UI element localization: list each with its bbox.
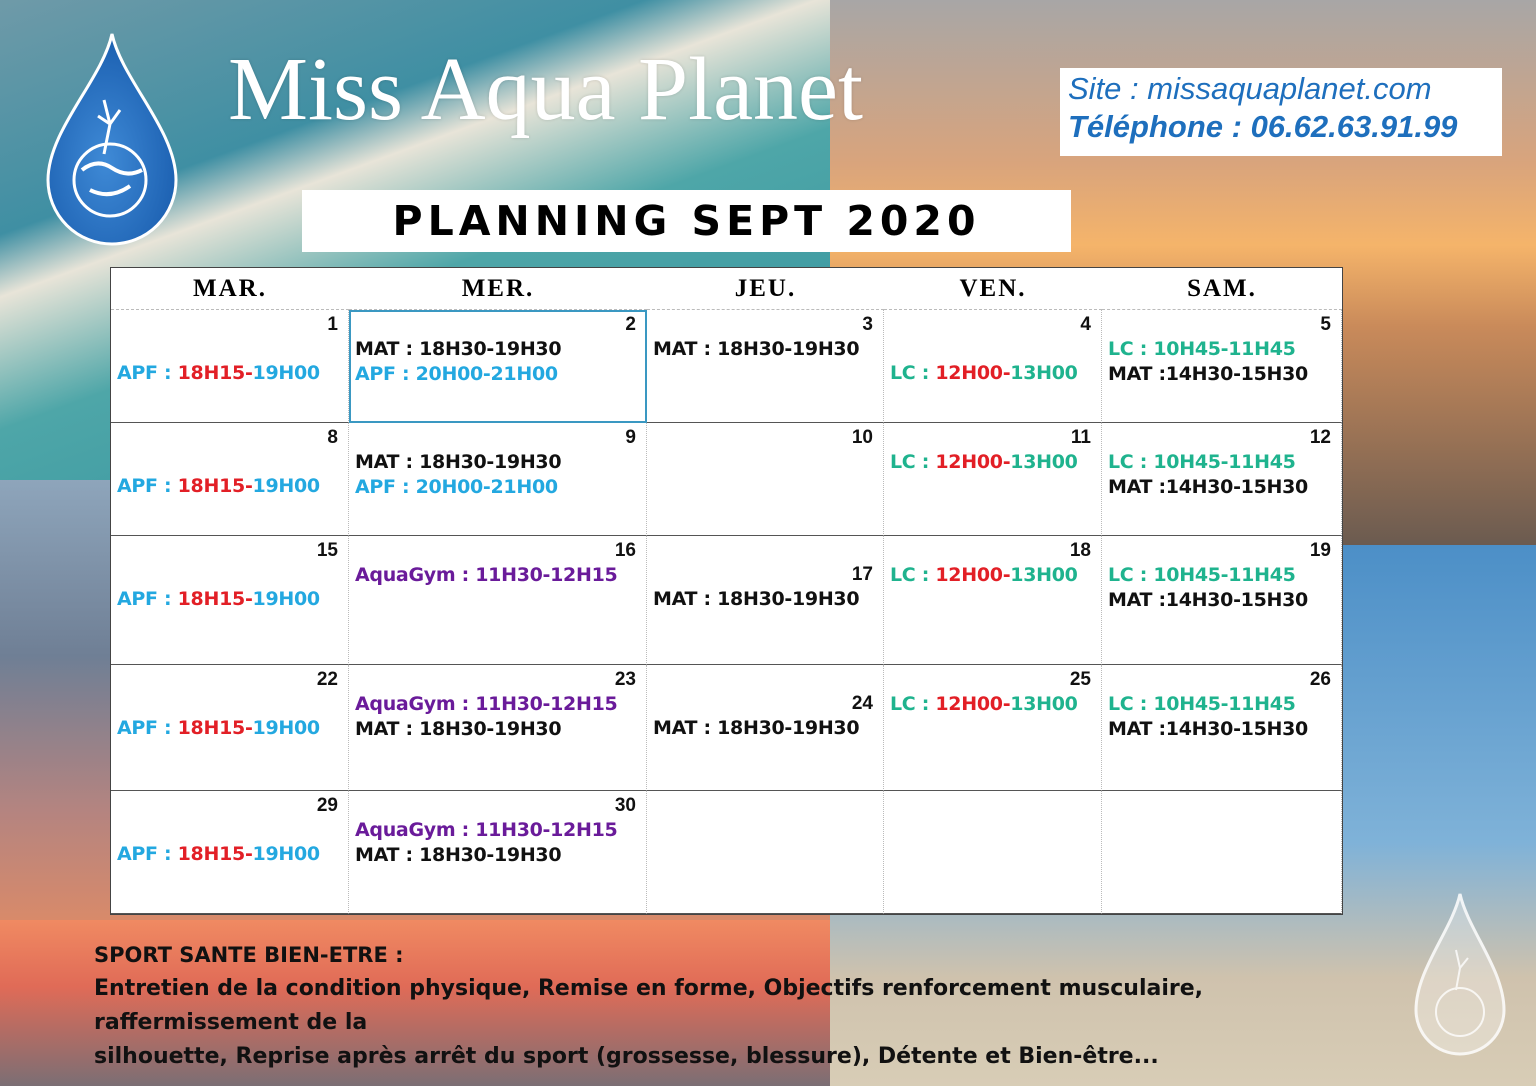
entry-label: APF : [117,475,178,497]
day-cell[interactable] [884,791,1102,914]
entry-label: LC : [890,693,936,715]
entry-t2: 13H00 [1010,451,1078,473]
day-number: 18 [1069,540,1091,561]
schedule-entry-mat: MAT : 18H30-19H30 [355,844,562,866]
contact-box [1060,68,1502,156]
entry-t1: 18H15 [177,362,245,384]
day-number: 26 [1309,669,1331,690]
entry-t1: 18H15 [177,717,245,739]
day-cell[interactable] [1102,536,1342,665]
entry-sep: - [244,588,253,610]
phone-number[interactable]: Téléphone : 06.62.63.91.99 [1068,109,1458,144]
entry-sep: - [1002,693,1011,715]
entry-sep: - [244,843,253,865]
entry-sep: - [244,717,253,739]
entry-sep: - [1002,362,1011,384]
day-cell[interactable] [349,536,647,665]
day-cell[interactable] [1102,423,1342,536]
footer-description [94,938,1394,1074]
day-number: 29 [316,795,338,816]
schedule-entry-lc: LC : 10H45-11H45 [1108,564,1296,586]
day-cell[interactable] [884,536,1102,665]
entry-t1: 18H15 [177,843,245,865]
day-number: 25 [1069,669,1091,690]
day-cell[interactable] [111,791,349,914]
day-cell[interactable] [1102,310,1342,423]
day-cell[interactable] [647,665,884,791]
entry-t1: 12H00 [935,564,1003,586]
entry-sep: - [244,362,253,384]
day-number: 30 [614,795,636,816]
entry-t1: 18H15 [177,588,245,610]
schedule-entry-lc [890,362,1078,384]
entry-t2: 13H00 [1010,693,1078,715]
schedule-entry-mat: MAT :14H30-15H30 [1108,476,1308,498]
entry-t2: 19H00 [252,588,320,610]
schedule-entry-lc: LC : 10H45-11H45 [1108,451,1296,473]
schedule-entry-mat: MAT :14H30-15H30 [1108,363,1308,385]
entry-t2: 19H00 [252,717,320,739]
entry-label: APF : [117,717,178,739]
day-number: 22 [316,669,338,690]
day-cell[interactable] [647,536,884,665]
day-number: 15 [316,540,338,561]
brand-title: Miss Aqua Planet [228,40,864,139]
schedule-entry-aqua: AquaGym : 11H30-12H15 [355,564,618,586]
calendar-table [110,267,1343,915]
schedule-entry-lc: LC : 10H45-11H45 [1108,338,1296,360]
site-url[interactable]: Site : missaquaplanet.com [1068,71,1432,106]
entry-sep: - [1002,451,1011,473]
column-header-2: JEU. [647,268,884,310]
day-cell[interactable] [647,310,884,423]
day-cell[interactable] [349,791,647,914]
day-cell[interactable] [647,791,884,914]
day-number: 19 [1309,540,1331,561]
day-cell[interactable] [884,310,1102,423]
day-number: 8 [327,427,338,448]
entry-label: APF : [117,843,178,865]
entry-label: LC : [890,564,936,586]
day-cell[interactable] [111,423,349,536]
column-header-3: VEN. [884,268,1102,310]
schedule-entry-aqua: AquaGym : 11H30-12H15 [355,693,618,715]
day-cell[interactable] [647,423,884,536]
water-drop-watermark-icon [1412,890,1508,1070]
column-header-1: MER. [349,268,647,310]
day-number: 23 [614,669,636,690]
entry-t2: 13H00 [1010,362,1078,384]
schedule-entry-apf [117,843,320,865]
schedule-entry-lc: LC : 10H45-11H45 [1108,693,1296,715]
calendar-grid [111,268,1342,914]
day-number: 11 [1070,427,1091,448]
day-cell[interactable] [884,665,1102,791]
schedule-entry-mat: MAT : 18H30-19H30 [355,718,562,740]
day-cell[interactable] [111,310,349,423]
schedule-entry-apf [117,717,320,739]
day-cell[interactable] [349,310,647,423]
column-header-0: MAR. [111,268,349,310]
schedule-entry-mat: MAT : 18H30-19H30 [355,451,562,473]
entry-t1: 12H00 [935,451,1003,473]
planning-title: PLANNING SEPT 2020 [302,190,1071,252]
schedule-entry-apf: APF : 20H00-21H00 [355,476,558,498]
entry-label: LC : [890,451,936,473]
entry-t2: 19H00 [252,843,320,865]
day-cell[interactable] [111,665,349,791]
schedule-entry-mat: MAT : 18H30-19H30 [653,588,860,610]
schedule-entry-lc [890,564,1078,586]
schedule-entry-mat: MAT : 18H30-19H30 [653,717,860,739]
schedule-entry-apf: APF : 20H00-21H00 [355,363,558,385]
water-drop-logo-icon [42,30,182,250]
day-cell[interactable] [1102,791,1342,914]
footer-line-1: Entretien de la condition physique, Remise en forme, Objectifs renforcement musculaire, raffermissement de la [94,976,1204,1035]
day-number: 12 [1309,427,1331,448]
day-number: 24 [851,693,873,714]
day-number: 9 [625,427,636,448]
entry-sep: - [1002,564,1011,586]
schedule-entry-mat: MAT :14H30-15H30 [1108,718,1308,740]
day-cell[interactable] [884,423,1102,536]
schedule-entry-lc [890,693,1078,715]
entry-t1: 18H15 [177,475,245,497]
schedule-entry-aqua: AquaGym : 11H30-12H15 [355,819,618,841]
schedule-entry-apf [117,588,320,610]
schedule-entry-apf [117,475,320,497]
schedule-entry-mat: MAT : 18H30-19H30 [355,338,562,360]
entry-label: APF : [117,362,178,384]
column-header-4: SAM. [1102,268,1342,310]
day-number: 2 [625,314,636,335]
day-number: 1 [327,314,338,335]
day-number: 4 [1080,314,1091,335]
day-number: 17 [851,564,873,585]
day-cell[interactable] [1102,665,1342,791]
entry-t2: 19H00 [252,362,320,384]
entry-t2: 13H00 [1010,564,1078,586]
schedule-entry-mat: MAT :14H30-15H30 [1108,589,1308,611]
entry-t1: 12H00 [935,362,1003,384]
footer-title: SPORT SANTE BIEN-ETRE : [94,943,404,967]
entry-label: LC : [890,362,936,384]
schedule-entry-mat: MAT : 18H30-19H30 [653,338,860,360]
day-number: 3 [862,314,873,335]
day-cell[interactable] [111,536,349,665]
day-number: 16 [614,540,636,561]
entry-t1: 12H00 [935,693,1003,715]
footer-line-2: silhouette, Reprise après arrêt du sport (grossesse, blessure), Détente et Bien-être... [94,1044,1159,1069]
schedule-entry-lc [890,451,1078,473]
entry-label: APF : [117,588,178,610]
day-number: 10 [851,427,873,448]
day-number: 5 [1320,314,1331,335]
entry-t2: 19H00 [252,475,320,497]
schedule-entry-apf [117,362,320,384]
day-cell[interactable] [349,423,647,536]
day-cell[interactable] [349,665,647,791]
entry-sep: - [244,475,253,497]
